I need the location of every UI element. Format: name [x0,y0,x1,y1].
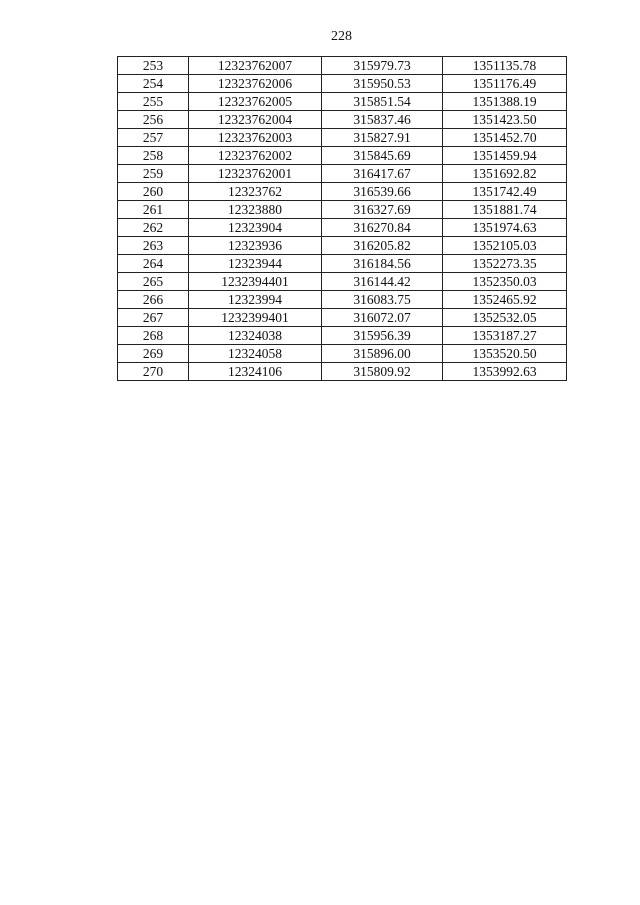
x-coordinate-cell: 315896.00 [322,345,443,363]
point-id-cell: 12323762007 [189,57,322,75]
x-coordinate-cell: 315827.91 [322,129,443,147]
table-row [118,327,567,345]
row-number-cell: 262 [118,219,189,237]
y-coordinate-cell: 1351881.74 [443,201,567,219]
table-row [118,93,567,111]
table-row [118,309,567,327]
row-number-cell: 259 [118,165,189,183]
x-coordinate-cell: 316184.56 [322,255,443,273]
y-coordinate-cell: 1351974.63 [443,219,567,237]
row-number-cell: 257 [118,129,189,147]
row-number-cell: 261 [118,201,189,219]
row-number-cell: 265 [118,273,189,291]
x-coordinate-cell: 316327.69 [322,201,443,219]
point-id-cell: 12323762004 [189,111,322,129]
table-row [118,273,567,291]
y-coordinate-cell: 1351388.19 [443,93,567,111]
table-row [118,345,567,363]
y-coordinate-cell: 1351692.82 [443,165,567,183]
point-id-cell: 12323762001 [189,165,322,183]
point-id-cell: 12323880 [189,201,322,219]
y-coordinate-cell: 1353187.27 [443,327,567,345]
y-coordinate-cell: 1351452.70 [443,129,567,147]
y-coordinate-cell: 1351423.50 [443,111,567,129]
point-id-cell: 12323904 [189,219,322,237]
point-id-cell: 12323762 [189,183,322,201]
x-coordinate-cell: 316539.66 [322,183,443,201]
x-coordinate-cell: 315837.46 [322,111,443,129]
row-number-cell: 258 [118,147,189,165]
row-number-cell: 263 [118,237,189,255]
row-number-cell: 270 [118,363,189,381]
row-number-cell: 260 [118,183,189,201]
table-row [118,75,567,93]
y-coordinate-cell: 1353520.50 [443,345,567,363]
y-coordinate-cell: 1351135.78 [443,57,567,75]
y-coordinate-cell: 1351742.49 [443,183,567,201]
point-id-cell: 12323762005 [189,93,322,111]
y-coordinate-cell: 1352273.35 [443,255,567,273]
y-coordinate-cell: 1352465.92 [443,291,567,309]
x-coordinate-cell: 315809.92 [322,363,443,381]
point-id-cell: 12323762002 [189,147,322,165]
x-coordinate-cell: 315956.39 [322,327,443,345]
table-row [118,255,567,273]
point-id-cell: 12323936 [189,237,322,255]
row-number-cell: 253 [118,57,189,75]
row-number-cell: 255 [118,93,189,111]
table-row [118,201,567,219]
point-id-cell: 12324038 [189,327,322,345]
row-number-cell: 254 [118,75,189,93]
table-row [118,237,567,255]
x-coordinate-cell: 315950.53 [322,75,443,93]
x-coordinate-cell: 316083.75 [322,291,443,309]
x-coordinate-cell: 316417.67 [322,165,443,183]
row-number-cell: 268 [118,327,189,345]
point-id-cell: 12323762003 [189,129,322,147]
row-number-cell: 266 [118,291,189,309]
x-coordinate-cell: 316144.42 [322,273,443,291]
table-row [118,219,567,237]
table-row [118,165,567,183]
x-coordinate-cell: 315979.73 [322,57,443,75]
point-id-cell: 12324106 [189,363,322,381]
y-coordinate-cell: 1352350.03 [443,273,567,291]
y-coordinate-cell: 1351176.49 [443,75,567,93]
point-id-cell: 1232394401 [189,273,322,291]
point-id-cell: 12324058 [189,345,322,363]
table-row [118,129,567,147]
x-coordinate-cell: 316205.82 [322,237,443,255]
table-row [118,363,567,381]
x-coordinate-cell: 315851.54 [322,93,443,111]
row-number-cell: 267 [118,309,189,327]
x-coordinate-cell: 316072.07 [322,309,443,327]
table-row [118,183,567,201]
y-coordinate-cell: 1351459.94 [443,147,567,165]
table-row [118,111,567,129]
x-coordinate-cell: 315845.69 [322,147,443,165]
coordinates-table [117,56,567,381]
point-id-cell: 12323944 [189,255,322,273]
point-id-cell: 12323762006 [189,75,322,93]
y-coordinate-cell: 1353992.63 [443,363,567,381]
row-number-cell: 264 [118,255,189,273]
coordinates-table-body [118,57,567,381]
point-id-cell: 12323994 [189,291,322,309]
row-number-cell: 269 [118,345,189,363]
y-coordinate-cell: 1352105.03 [443,237,567,255]
x-coordinate-cell: 316270.84 [322,219,443,237]
point-id-cell: 1232399401 [189,309,322,327]
table-row [118,147,567,165]
page-number: 228 [331,29,352,44]
row-number-cell: 256 [118,111,189,129]
table-row [118,57,567,75]
y-coordinate-cell: 1352532.05 [443,309,567,327]
table-row [118,291,567,309]
